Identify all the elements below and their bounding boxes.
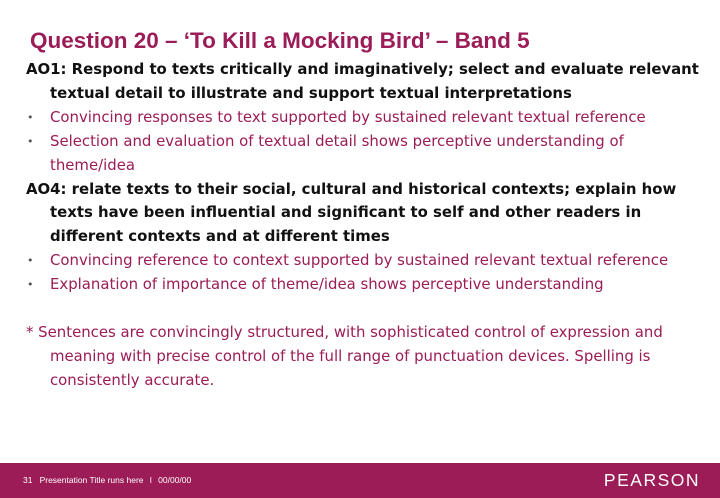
slide-title: Question 20 – ‘To Kill a Mocking Bird’ – Band 5 (30, 28, 530, 53)
pearson-logo: PEARSON (603, 470, 700, 490)
ao1-heading: AO1: Respond to texts critically and imaginatively; select and evaluate relevant textual detail to illustrate and support textual interpretations (26, 60, 699, 102)
ao4-bullet-item (26, 273, 706, 297)
ao4-heading: AO4: relate texts to their social, cultural and historical contexts; explain how texts have been influential and significant to self and other readers in different contexts and at different times (26, 179, 677, 246)
footer-date: 00/00/00 (158, 475, 192, 485)
presentation-title: Presentation Title runs here (39, 475, 144, 485)
bullet-icon: • (27, 254, 34, 268)
ao1-bullet-item (26, 130, 706, 178)
ao1-bullet-text: Selection and evaluation of textual detail shows perceptive understanding of theme/idea (50, 131, 624, 174)
spacer (26, 297, 706, 321)
bullet-icon: • (27, 110, 34, 124)
footer-separator: l (149, 475, 152, 485)
bullet-icon: • (27, 134, 34, 148)
ao1-bullet-item (26, 106, 706, 130)
slide-number: 31 (23, 475, 33, 485)
slide-body (26, 58, 706, 393)
spelling-note: * Sentences are convincingly structured, with sophisticated control of expression and meaning with precise control of the full range of punctuation devices. Spelling is consistently accurate. (26, 322, 663, 389)
ao4-bullet-text: Convincing reference to context supported by sustained relevant textual reference (50, 251, 669, 270)
ao4-bullet-text: Explanation of importance of theme/idea shows perceptive understanding (50, 275, 604, 294)
ao4-bullet-item (26, 249, 706, 273)
bullet-icon: • (27, 278, 34, 292)
footer-bar (0, 463, 720, 498)
ao1-bullet-text: Convincing responses to text supported by sustained relevant textual reference (50, 107, 646, 126)
footer-info (23, 475, 191, 485)
